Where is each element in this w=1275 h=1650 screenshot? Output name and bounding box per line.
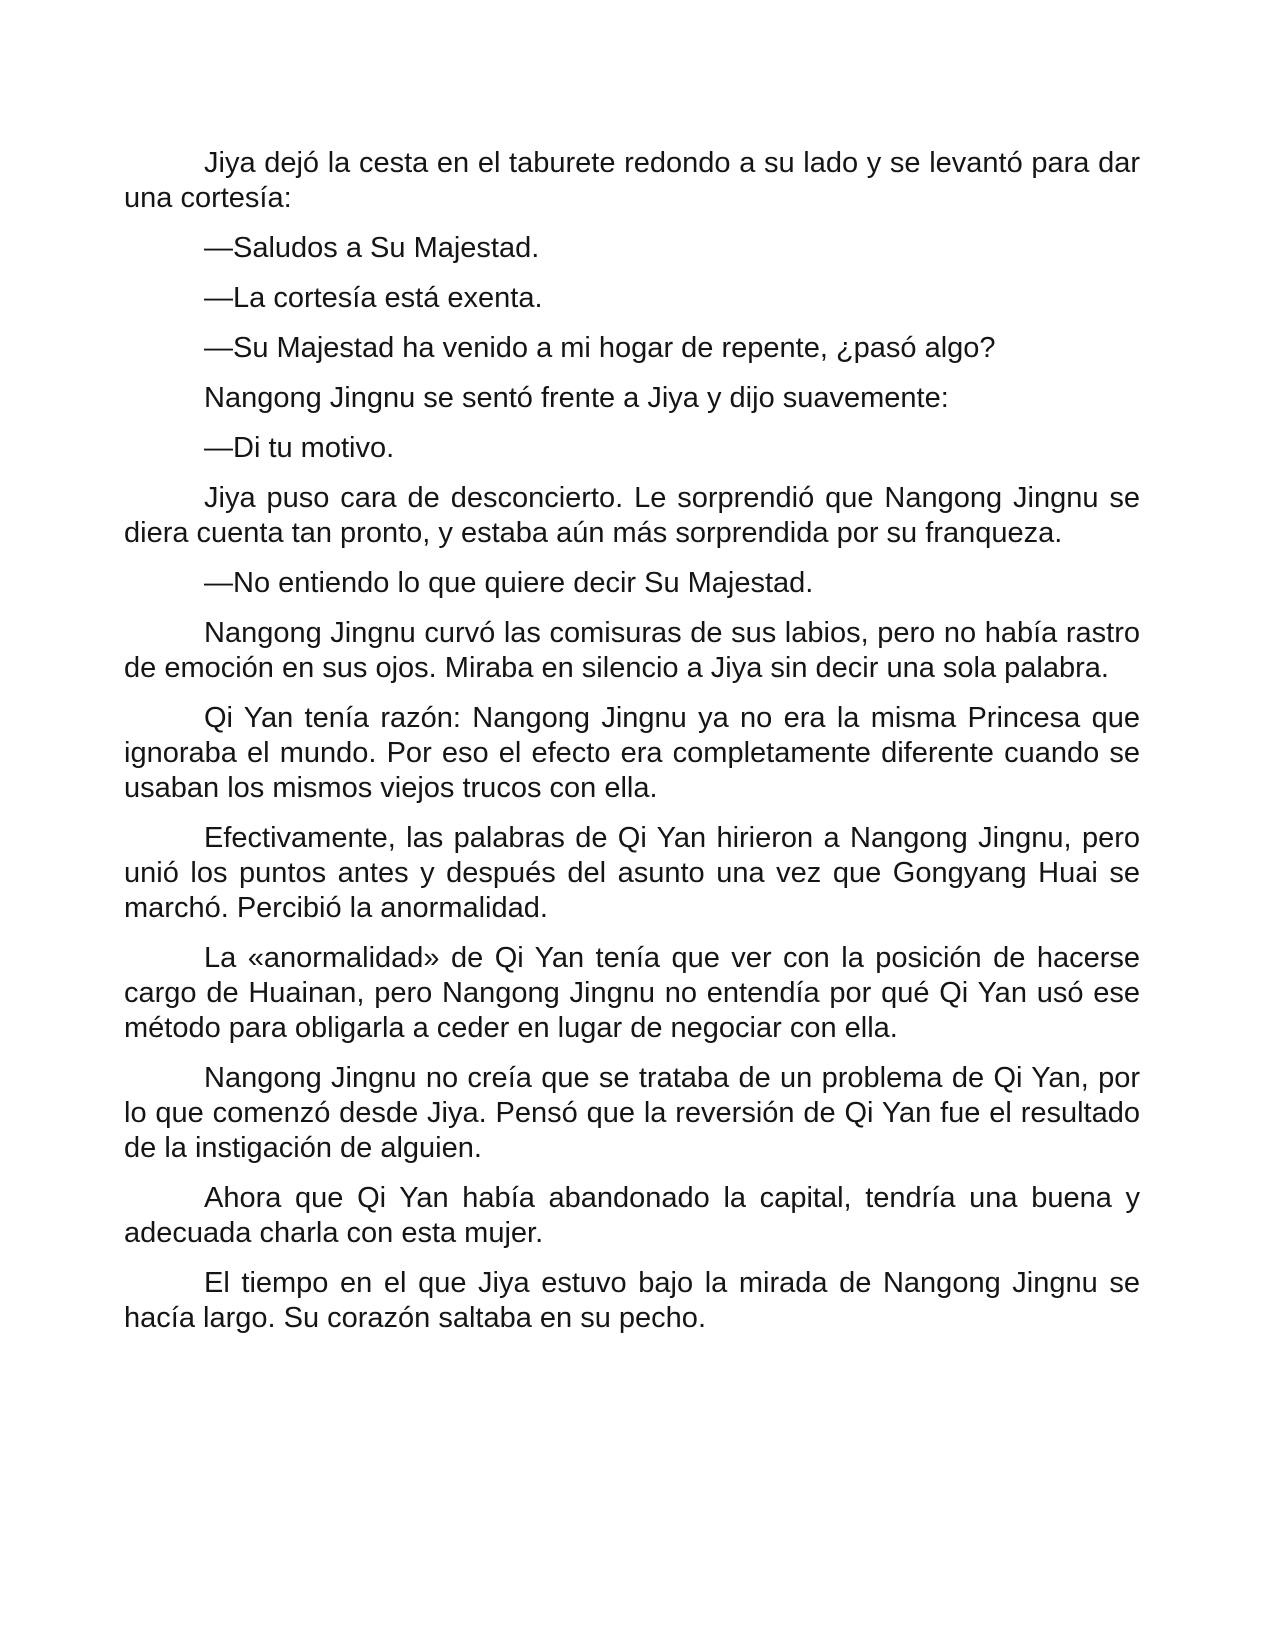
paragraph: Ahora que Qi Yan había abandonado la capital, tendría una buena y adecuada charla con esta mujer.	[124, 1182, 1140, 1249]
paragraph: Nangong Jingnu se sentó frente a Jiya y dijo suavemente:	[204, 382, 949, 414]
paragraph: Jiya puso cara de desconcierto. Le sorprendió que Nangong Jingnu se diera cuenta tan pronto, y estaba aún más sorprendida por su franqueza.	[124, 482, 1140, 549]
paragraph: Nangong Jingnu curvó las comisuras de sus labios, pero no había rastro de emoción en sus ojos. Miraba en silencio a Jiya sin decir una sola palabra.	[124, 617, 1140, 684]
paragraph: Efectivamente, las palabras de Qi Yan hirieron a Nangong Jingnu, pero unió los puntos antes y después del asunto una vez que Gongyang Huai se marchó. Percibió la anormalidad.	[124, 822, 1140, 924]
dialogue-line: —La cortesía está exenta.	[204, 282, 543, 314]
paragraph: Nangong Jingnu no creía que se trataba de un problema de Qi Yan, por lo que comenzó desde Jiya. Pensó que la reversión de Qi Yan fue el resultado de la instigación de alguien.	[124, 1062, 1140, 1164]
dialogue-line: —Di tu motivo.	[204, 432, 395, 464]
paragraph: El tiempo en el que Jiya estuvo bajo la mirada de Nangong Jingnu se hacía largo. Su corazón saltaba en su pecho.	[124, 1267, 1140, 1334]
dialogue-line: —No entiendo lo que quiere decir Su Majestad.	[204, 567, 814, 599]
paragraph: Jiya dejó la cesta en el taburete redondo a su lado y se levantó para dar una cortesía:	[124, 147, 1140, 214]
page-body-text	[124, 146, 1140, 1351]
dialogue-line: —Saludos a Su Majestad.	[204, 232, 540, 264]
paragraph: La «anormalidad» de Qi Yan tenía que ver con la posición de hacerse cargo de Huainan, pero Nangong Jingnu no entendía por qué Qi Yan usó ese método para obligarla a ceder en lugar de negociar con ella.	[124, 942, 1140, 1044]
paragraph: Qi Yan tenía razón: Nangong Jingnu ya no era la misma Princesa que ignoraba el mundo. Por eso el efecto era completamente diferente cuando se usaban los mismos viejos trucos con ella.	[124, 702, 1140, 804]
dialogue-line: —Su Majestad ha venido a mi hogar de repente, ¿pasó algo?	[204, 332, 996, 364]
